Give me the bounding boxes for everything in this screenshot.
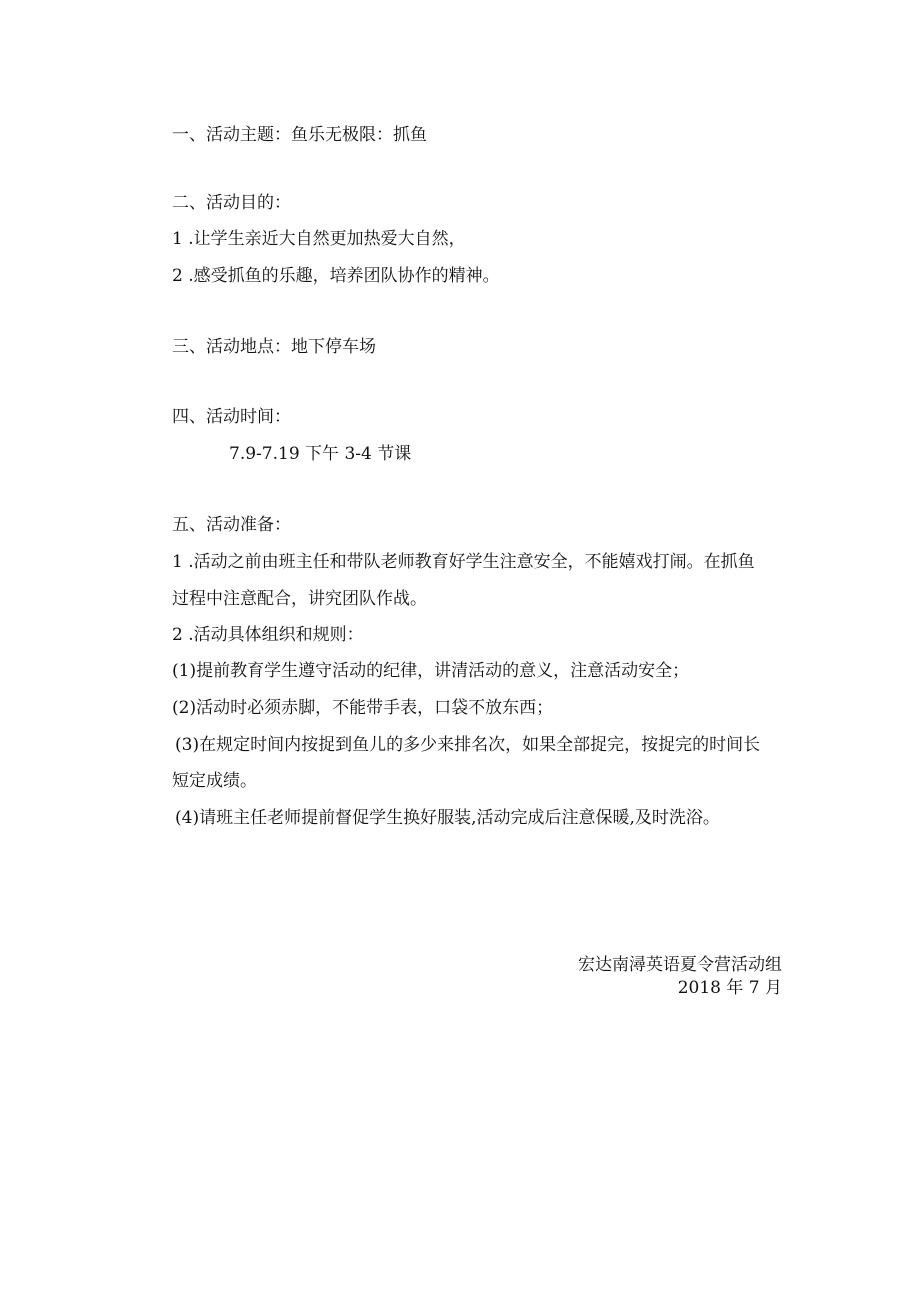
rule-4: (4)请班主任老师提前督促学生换好服装,活动完成后注意保暖,及时洗浴。 [175, 808, 720, 828]
rule-1: (1)提前教育学生遵守活动的纪律，讲清活动的意义，注意活动安全； [172, 661, 690, 681]
time-value: 7.9-7.19 下午 3-4 节课 [229, 444, 412, 464]
rule-3-line-1: (3)在规定时间内按捉到鱼儿的多少来排名次，如果全部捉完，按捉完的时间长 [175, 735, 761, 755]
section-location: 三、活动地点：地下停车场 [172, 337, 376, 357]
signature-date: 2018 年 7 月 [677, 978, 782, 998]
section-theme: 一、活动主题：鱼乐无极限：抓鱼 [172, 125, 427, 145]
prep-item-1-line-1: 1 .活动之前由班主任和带队老师教育好学生注意安全，不能嬉戏打闹。在抓鱼 [172, 552, 755, 572]
purpose-item-2: 2 .感受抓鱼的乐趣，培养团队协作的精神。 [172, 266, 500, 286]
purpose-item-1: 1 .让学生亲近大自然更加热爱大自然， [172, 229, 466, 249]
rule-2: (2)活动时必须赤脚，不能带手表，口袋不放东西； [172, 698, 554, 718]
prep-item-2: 2 .活动具体组织和规则： [172, 625, 364, 645]
prep-item-1-line-2: 过程中注意配合，讲究团队作战。 [172, 589, 427, 609]
section-prep-heading: 五、活动准备： [172, 515, 291, 535]
section-time-heading: 四、活动时间： [172, 407, 291, 427]
rule-3-line-2: 短定成绩。 [172, 771, 257, 791]
section-purpose-heading: 二、活动目的： [172, 193, 291, 213]
signature-organization: 宏达南潯英语夏令营活动组 [578, 955, 782, 975]
